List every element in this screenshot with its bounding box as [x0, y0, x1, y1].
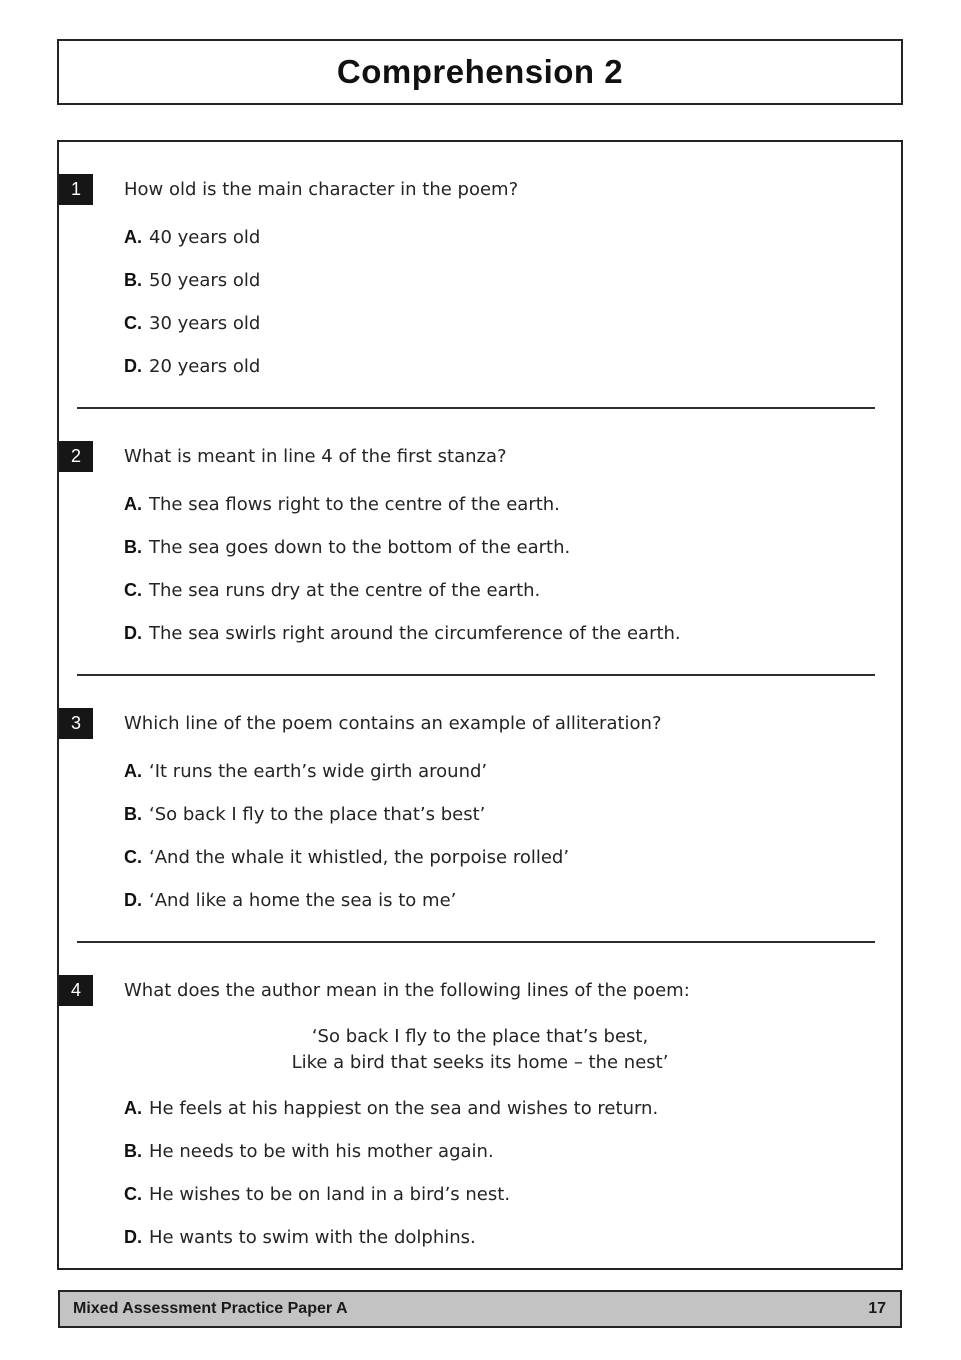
footer-bar [58, 1290, 902, 1328]
option-c [124, 1184, 901, 1205]
option-text: He wants to swim with the dolphins. [149, 1227, 476, 1248]
questions-panel [57, 140, 903, 1270]
option-text: 50 years old [149, 270, 261, 291]
option-letter: B. [124, 270, 142, 290]
question-2 [59, 441, 901, 644]
option-a [124, 494, 901, 515]
option-d [124, 1227, 901, 1248]
option-letter: A. [124, 1098, 142, 1118]
option-a [124, 1098, 901, 1119]
option-letter: C. [124, 313, 142, 333]
option-text: 20 years old [149, 356, 261, 377]
option-c [124, 580, 901, 601]
option-a [124, 227, 901, 248]
option-text: ‘So back I fly to the place that’s best’ [149, 804, 486, 825]
question-4-options [124, 1098, 901, 1248]
option-letter: B. [124, 1141, 142, 1161]
option-c [124, 313, 901, 334]
option-letter: D. [124, 623, 142, 643]
option-b [124, 270, 901, 291]
question-3-text: Which line of the poem contains an example of alliteration? [124, 713, 662, 734]
question-4-text: What does the author mean in the following lines of the poem: [124, 980, 690, 1001]
option-text: ‘It runs the earth’s wide girth around’ [149, 761, 488, 782]
option-text: The sea goes down to the bottom of the earth. [149, 537, 571, 558]
question-1 [59, 174, 901, 377]
option-letter: D. [124, 356, 142, 376]
question-separator [77, 941, 875, 943]
question-2-options [124, 494, 901, 644]
question-separator [77, 674, 875, 676]
option-letter: A. [124, 227, 142, 247]
question-1-number-badge: 1 [59, 174, 93, 205]
option-text: The sea flows right to the centre of the earth. [149, 494, 560, 515]
question-4-number-badge: 4 [59, 975, 93, 1006]
question-3-number-badge: 3 [59, 708, 93, 739]
option-text: The sea runs dry at the centre of the earth. [149, 580, 541, 601]
option-text: He needs to be with his mother again. [149, 1141, 494, 1162]
poem-quote [59, 1024, 901, 1076]
option-text: ‘And the whale it whistled, the porpoise rolled’ [149, 847, 570, 868]
option-text: He feels at his happiest on the sea and wishes to return. [149, 1098, 659, 1119]
question-2-text: What is meant in line 4 of the first stanza? [124, 446, 507, 467]
option-letter: B. [124, 804, 142, 824]
option-letter: C. [124, 580, 142, 600]
option-letter: B. [124, 537, 142, 557]
question-separator [77, 407, 875, 409]
option-d [124, 890, 901, 911]
title-box [57, 39, 903, 105]
question-4 [59, 975, 901, 1248]
option-b [124, 804, 901, 825]
option-letter: D. [124, 890, 142, 910]
option-d [124, 623, 901, 644]
option-a [124, 761, 901, 782]
option-text: 40 years old [149, 227, 261, 248]
option-text: The sea swirls right around the circumference of the earth. [149, 623, 681, 644]
option-text: 30 years old [149, 313, 261, 334]
page-title: Comprehension 2 [336, 53, 624, 90]
footer-page-number: 17 [868, 1300, 886, 1317]
option-b [124, 537, 901, 558]
option-letter: A. [124, 761, 142, 781]
option-b [124, 1141, 901, 1162]
question-3 [59, 708, 901, 911]
option-letter: C. [124, 847, 142, 867]
option-text: ‘And like a home the sea is to me’ [149, 890, 457, 911]
option-letter: D. [124, 1227, 142, 1247]
question-1-text: How old is the main character in the poem? [124, 179, 519, 200]
option-letter: A. [124, 494, 142, 514]
option-text: He wishes to be on land in a bird’s nest. [149, 1184, 511, 1205]
question-3-options [124, 761, 901, 911]
option-c [124, 847, 901, 868]
footer-paper-title: Mixed Assessment Practice Paper A [73, 1300, 348, 1317]
option-d [124, 356, 901, 377]
option-letter: C. [124, 1184, 142, 1204]
poem-quote-line-2: Like a bird that seeks its home – the nest’ [291, 1052, 669, 1073]
question-2-number-badge: 2 [59, 441, 93, 472]
question-1-options [124, 227, 901, 377]
poem-quote-line-1: ‘So back I fly to the place that’s best, [311, 1026, 649, 1047]
